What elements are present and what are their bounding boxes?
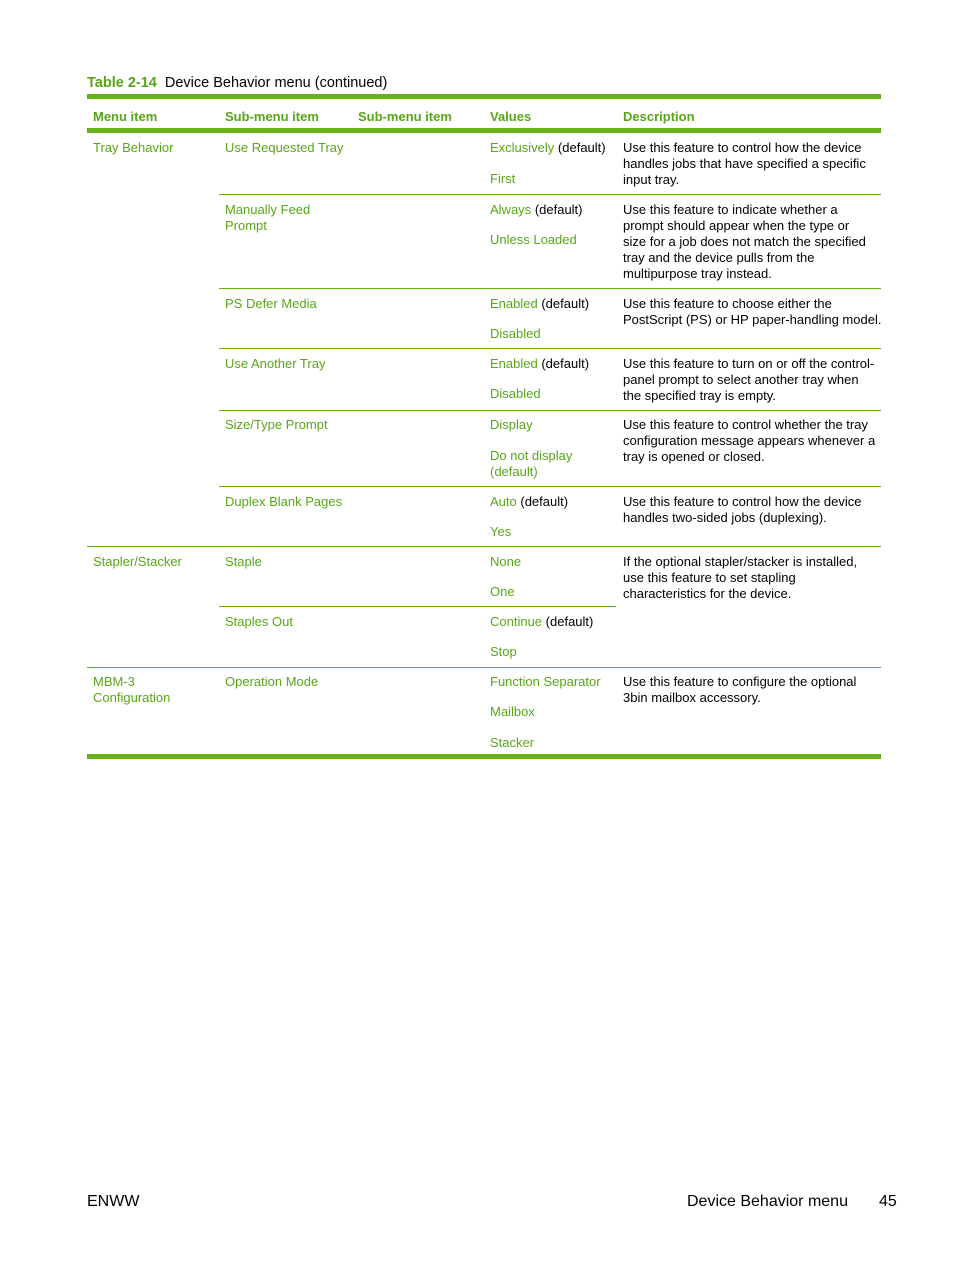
- value-function-separator: Function Separator: [490, 674, 601, 689]
- sub-menu-use-requested-tray: Use Requested Tray: [225, 140, 344, 155]
- sub-menu-staples-out: Staples Out: [225, 614, 293, 629]
- header-sub-menu-item-1: Sub-menu item: [225, 109, 319, 124]
- device-behavior-table: [87, 94, 881, 759]
- value-enabled: Enabled (default): [490, 296, 590, 311]
- value-first: First: [490, 171, 516, 186]
- footer-page-number: 45: [879, 1193, 897, 1210]
- sub-menu-manually-feed-prompt: Manually Feed Prompt: [225, 202, 311, 233]
- value-none: None: [490, 554, 522, 569]
- table-body: [87, 133, 881, 754]
- row-divider: [219, 288, 881, 289]
- value-enabled: Enabled (default): [490, 356, 590, 371]
- sub-menu-use-another-tray: Use Another Tray: [225, 356, 326, 371]
- description-mbm3: Use this feature to configure the optional 3bin mailbox accessory.: [623, 674, 857, 705]
- sub-menu-staple: Staple: [225, 554, 262, 569]
- description-stapler-stacker: If the optional stapler/stacker is installed, use this feature to set stapling characteristics for the device.: [623, 554, 858, 601]
- row-divider: [219, 486, 881, 487]
- table-number: Table 2-14: [87, 75, 157, 91]
- table-caption: [87, 75, 387, 91]
- header-sub-menu-item-2: Sub-menu item: [358, 109, 452, 124]
- value-one: One: [490, 584, 515, 599]
- footer-section-title: Device Behavior menu: [687, 1193, 848, 1210]
- footer-left: ENWW: [87, 1193, 140, 1210]
- row-divider: [219, 606, 616, 607]
- sub-menu-size-type-prompt: Size/Type Prompt: [225, 417, 328, 432]
- sub-menu-duplex-blank-pages: Duplex Blank Pages: [225, 494, 343, 509]
- group-divider: [87, 546, 881, 547]
- value-disabled: Disabled: [490, 326, 541, 341]
- value-stop: Stop: [490, 644, 517, 659]
- value-yes: Yes: [490, 524, 512, 539]
- value-always: Always (default): [490, 202, 583, 217]
- description-use-another-tray: Use this feature to turn on or off the control- panel prompt to select another tray when the specified tray is empty.: [623, 356, 875, 403]
- value-unless-loaded: Unless Loaded: [490, 232, 577, 247]
- description-duplex-blank-pages: Use this feature to control how the device handles two-sided jobs (duplexing).: [623, 494, 862, 525]
- value-display: Display: [490, 417, 533, 432]
- table-title: Device Behavior menu (continued): [164, 75, 388, 91]
- header-menu-item: Menu item: [93, 109, 158, 124]
- description-manually-feed-prompt: Use this feature to indicate whether a prompt should appear when the type or size for a job does not match the specified tray and the device pulls from the multipurpose tray instead.: [623, 202, 866, 281]
- menu-item-tray-behavior: Tray Behavior: [93, 140, 174, 155]
- value-disabled: Disabled: [490, 386, 541, 401]
- value-do-not-display: Do not display (default): [490, 448, 573, 479]
- sub-menu-ps-defer-media: PS Defer Media: [225, 296, 317, 311]
- value-exclusively: Exclusively (default): [490, 140, 606, 155]
- table-bottom-rule: [87, 754, 881, 759]
- value-stacker: Stacker: [490, 735, 535, 750]
- value-mailbox: Mailbox: [490, 704, 535, 719]
- table-header-row: [87, 99, 881, 128]
- value-continue: Continue (default): [490, 614, 594, 629]
- menu-item-stapler-stacker: Stapler/Stacker: [93, 554, 182, 569]
- header-values: Values: [490, 109, 532, 124]
- description-ps-defer-media: Use this feature to choose either the PostScript (PS) or HP paper-handling model.: [623, 296, 882, 327]
- row-divider: [219, 410, 881, 411]
- group-divider: [87, 667, 881, 668]
- row-divider: [219, 194, 881, 195]
- sub-menu-operation-mode: Operation Mode: [225, 674, 319, 689]
- menu-item-mbm3-configuration: MBM-3 Configuration: [93, 674, 171, 705]
- description-use-requested-tray: Use this feature to control how the device handles jobs that have specified a specific input tray.: [623, 140, 866, 187]
- value-auto: Auto (default): [490, 494, 569, 509]
- header-description: Description: [623, 109, 695, 124]
- row-divider: [219, 348, 881, 349]
- description-size-type-prompt: Use this feature to control whether the tray configuration message appears whenever a tray is opened or closed.: [623, 417, 876, 464]
